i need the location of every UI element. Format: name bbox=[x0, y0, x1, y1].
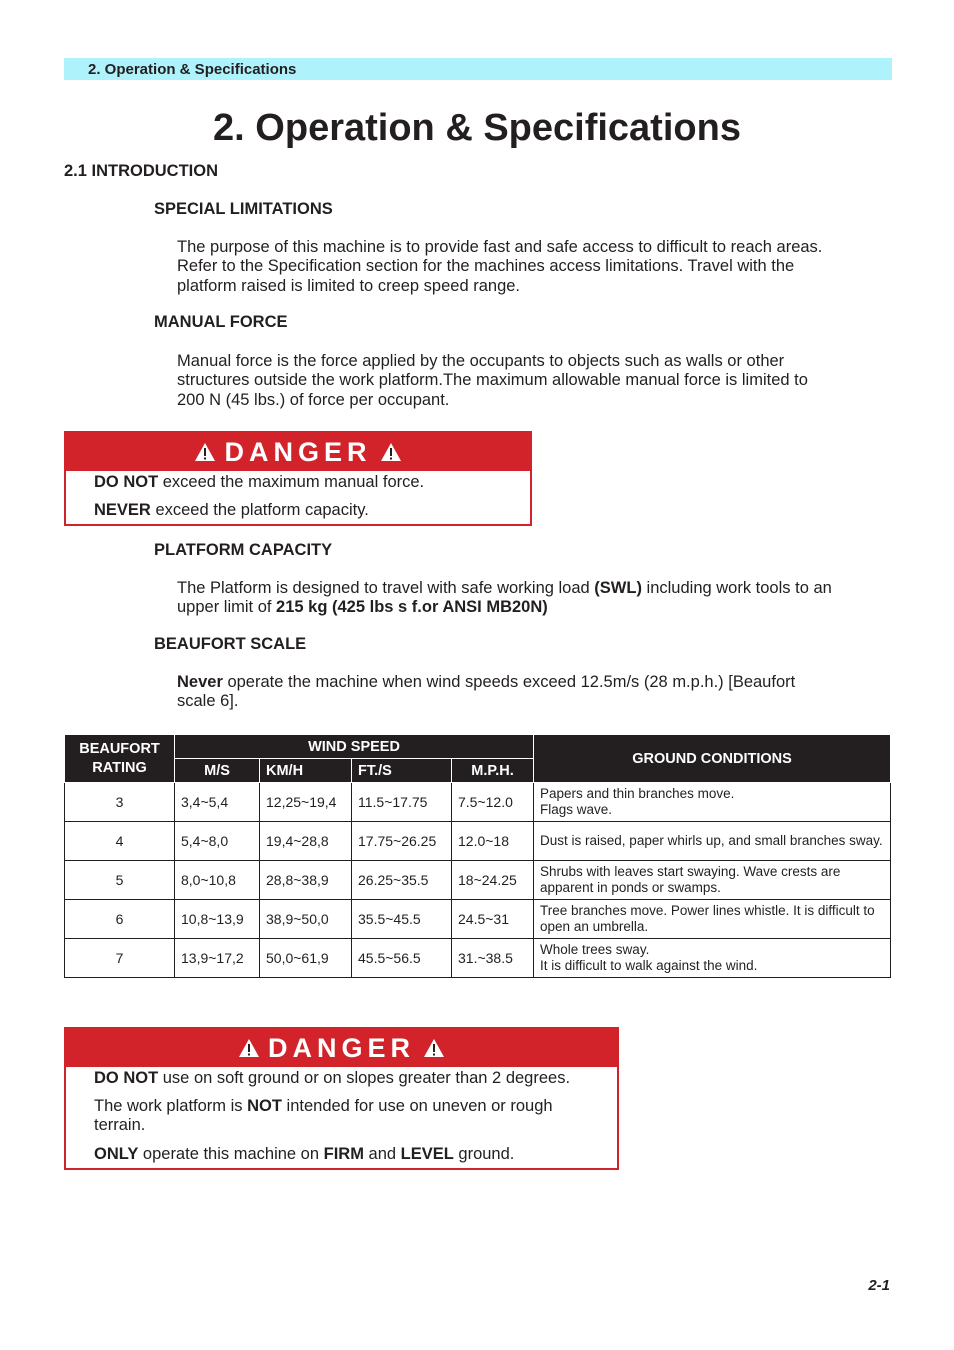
special-limitations-paragraph bbox=[177, 238, 887, 296]
running-header-label: 2. Operation & Specifications bbox=[88, 61, 297, 78]
header-unit: M/S bbox=[175, 759, 260, 783]
table-cell-kmh: 50,0~61,9 bbox=[260, 939, 352, 978]
warning-triangle-icon bbox=[380, 442, 402, 462]
danger-text: exceed the maximum manual force. bbox=[158, 473, 425, 491]
table-cell-rating: 3 bbox=[65, 783, 175, 822]
table-cell-mph: 7.5~12.0 bbox=[452, 783, 534, 822]
table-cell-rating: 6 bbox=[65, 900, 175, 939]
header-unit: M.P.H. bbox=[452, 759, 534, 783]
table-cell-cond: Papers and thin branches move. Flags wave. bbox=[534, 783, 891, 822]
header-ground-conditions: GROUND CONDITIONS bbox=[534, 735, 891, 783]
emphasis: DO NOT bbox=[94, 473, 159, 491]
table-cell-kmh: 12,25~19,4 bbox=[260, 783, 352, 822]
header-unit: FT./S bbox=[352, 759, 452, 783]
danger-text: intended for use on uneven or rough bbox=[281, 1097, 553, 1115]
danger-box-manual-force bbox=[64, 431, 532, 526]
page-title: 2. Operation & Specifications bbox=[213, 107, 741, 149]
running-header bbox=[64, 58, 892, 80]
table-cell-fts: 11.5~17.75 bbox=[352, 783, 452, 822]
table-row bbox=[65, 900, 891, 939]
manual-force-paragraph bbox=[177, 352, 887, 410]
header-unit: KM/H bbox=[260, 759, 352, 783]
warning-triangle-icon bbox=[194, 442, 216, 462]
danger-line bbox=[94, 1097, 553, 1116]
warning-triangle-icon bbox=[423, 1038, 445, 1058]
text-line: platform raised is limited to creep speed range. bbox=[177, 276, 521, 295]
table-cell-ms: 13,9~17,2 bbox=[175, 939, 260, 978]
emphasis: DO NOT bbox=[94, 1069, 159, 1087]
danger-line bbox=[94, 501, 369, 520]
table-cell-cond: Tree branches move. Power lines whistle. It is difficult to open an umbrella. bbox=[534, 900, 891, 939]
table-cell-ms: 3,4~5,4 bbox=[175, 783, 260, 822]
text-run: upper limit of bbox=[177, 598, 277, 617]
beaufort-scale-paragraph bbox=[177, 673, 887, 712]
special-limitations-heading: SPECIAL LIMITATIONS bbox=[154, 200, 333, 218]
danger-text: use on soft ground or on slopes greater than 2 degrees. bbox=[158, 1069, 571, 1087]
text-line: Refer to the Specification section for the machines access limitations. Travel with the bbox=[177, 257, 795, 276]
emphasis: NEVER bbox=[94, 501, 151, 519]
danger-title: DANGER bbox=[224, 436, 372, 467]
table-cell-rating: 4 bbox=[65, 822, 175, 861]
text-line bbox=[177, 598, 887, 617]
danger-header bbox=[66, 433, 530, 471]
table-cell-fts: 17.75~26.25 bbox=[352, 822, 452, 861]
table-cell-ms: 10,8~13,9 bbox=[175, 900, 260, 939]
table-cell-kmh: 38,9~50,0 bbox=[260, 900, 352, 939]
text-line: structures outside the work platform.The maximum allowable manual force is limited to bbox=[177, 371, 808, 390]
beaufort-table bbox=[64, 734, 891, 978]
table-cell-fts: 26.25~35.5 bbox=[352, 861, 452, 900]
text-line: scale 6]. bbox=[177, 692, 239, 711]
table-cell-cond: Whole trees sway. It is difficult to walk against the wind. bbox=[534, 939, 891, 978]
table-cell-cond: Shrubs with leaves start swaying. Wave crests are apparent in ponds or swamps. bbox=[534, 861, 891, 900]
beaufort-scale-heading: BEAUFORT SCALE bbox=[154, 635, 307, 653]
danger-line: terrain. bbox=[94, 1116, 146, 1134]
emphasis: ONLY bbox=[94, 1145, 139, 1163]
platform-capacity-heading: PLATFORM CAPACITY bbox=[154, 541, 333, 559]
emphasis: LEVEL bbox=[400, 1145, 454, 1163]
header-beaufort-rating: BEAUFORT RATING bbox=[65, 735, 175, 783]
table-cell-mph: 31.~38.5 bbox=[452, 939, 534, 978]
text-line: 200 N (45 lbs.) of force per occupant. bbox=[177, 390, 450, 409]
danger-header bbox=[66, 1029, 617, 1067]
danger-text: operate this machine on bbox=[138, 1145, 324, 1163]
danger-line bbox=[94, 473, 424, 492]
text-line: The purpose of this machine is to provide fast and safe access to difficult to reach areas. bbox=[177, 238, 823, 256]
table-cell-kmh: 28,8~38,9 bbox=[260, 861, 352, 900]
table-cell-mph: 12.0~18 bbox=[452, 822, 534, 861]
page-number: 2-1 bbox=[868, 1277, 890, 1294]
table-cell-fts: 35.5~45.5 bbox=[352, 900, 452, 939]
emphasis: 215 kg (425 lbs s f.or ANSI MB20N) bbox=[276, 598, 548, 617]
text-run: including work tools to an bbox=[641, 579, 832, 597]
text-run: The Platform is designed to travel with safe working load bbox=[177, 579, 595, 597]
danger-text: ground. bbox=[453, 1145, 515, 1163]
section-heading: 2.1 INTRODUCTION bbox=[64, 162, 219, 180]
table-row bbox=[65, 783, 891, 822]
warning-triangle-icon bbox=[238, 1038, 260, 1058]
table-row bbox=[65, 822, 891, 861]
table-cell-rating: 5 bbox=[65, 861, 175, 900]
text-line: Manual force is the force applied by the occupants to objects such as walls or other bbox=[177, 352, 785, 370]
manual-force-heading: MANUAL FORCE bbox=[154, 313, 288, 331]
emphasis: (SWL) bbox=[594, 579, 642, 597]
danger-text: and bbox=[363, 1145, 401, 1163]
danger-box-ground bbox=[64, 1027, 619, 1170]
table-row bbox=[65, 939, 891, 978]
danger-text: The work platform is bbox=[94, 1097, 248, 1115]
table-cell-cond: Dust is raised, paper whirls up, and small branches sway. bbox=[534, 822, 891, 861]
emphasis: Never bbox=[177, 673, 223, 691]
header-wind-speed: WIND SPEED bbox=[175, 735, 534, 759]
text-line bbox=[177, 673, 887, 692]
table-cell-kmh: 19,4~28,8 bbox=[260, 822, 352, 861]
danger-text: exceed the platform capacity. bbox=[150, 501, 369, 519]
danger-line bbox=[94, 1145, 514, 1164]
platform-capacity-paragraph bbox=[177, 579, 887, 618]
table-cell-ms: 5,4~8,0 bbox=[175, 822, 260, 861]
table-row bbox=[65, 861, 891, 900]
table-cell-ms: 8,0~10,8 bbox=[175, 861, 260, 900]
danger-line bbox=[94, 1069, 570, 1088]
text-run: operate the machine when wind speeds exceed 12.5m/s (28 m.p.h.) [Beaufort bbox=[222, 673, 796, 691]
table-cell-mph: 18~24.25 bbox=[452, 861, 534, 900]
text-line bbox=[177, 579, 887, 598]
danger-title: DANGER bbox=[267, 1032, 415, 1063]
emphasis: NOT bbox=[247, 1097, 282, 1115]
emphasis: FIRM bbox=[323, 1145, 364, 1163]
table-cell-rating: 7 bbox=[65, 939, 175, 978]
table-cell-mph: 24.5~31 bbox=[452, 900, 534, 939]
table-cell-fts: 45.5~56.5 bbox=[352, 939, 452, 978]
